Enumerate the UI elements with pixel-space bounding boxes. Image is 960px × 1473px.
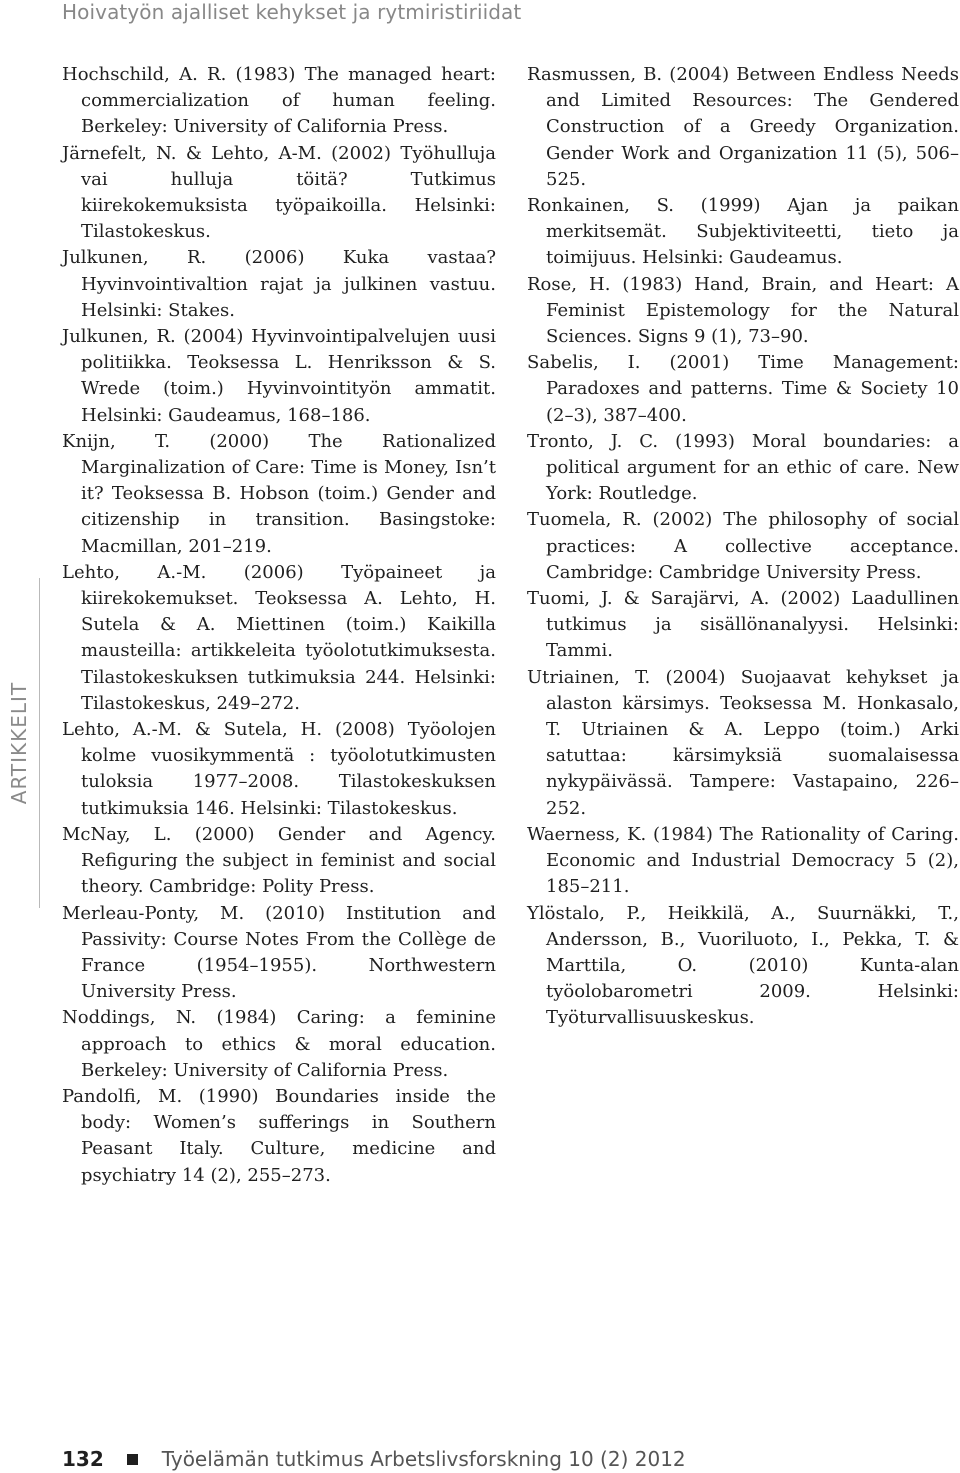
reference-entry: Ylöstalo, P., Heikkilä, A., Suurnäkki, T., Andersson, B., Vuoriluoto, I., Pekka, T. & Marttila, O. (2010) Kunta-alan työolobarometri 2009. Helsinki: Työturvallisuuskeskus.	[527, 902, 959, 1029]
page-footer	[62, 1445, 686, 1473]
section-label: ARTIKKELIT	[7, 681, 31, 805]
journal-title: Työelämän tutkimus Arbetslivsforskning 10 (2) 2012	[161, 1447, 686, 1471]
reference-entry: Rose, H. (1983) Hand, Brain, and Heart: A Feminist Epistemology for the Natural Sciences. Signs 9 (1), 73–90.	[527, 273, 959, 348]
reference-entry: Utriainen, T. (2004) Suojaavat kehykset ja alaston kärsimys. Teoksessa M. Honkasalo, T. Utriainen & A. Leppo (toim.) Arki satuttaa: kärsimyksiä suomalaisessa nykypäivässä. Tampere: Vastapaino, 226–252.	[527, 666, 959, 819]
reference-entry: Merleau-Ponty, M. (2010) Institution and Passivity: Course Notes From the Collège de France (1954–1955). Northwestern University Press.	[62, 902, 496, 1003]
reference-entry: Julkunen, R. (2004) Hyvinvointipalvelujen uusi politiikka. Teoksessa L. Henriksson & S. Wrede (toim.) Hyvinvointityön ammatit. Helsinki: Gaudeamus, 168–186.	[62, 326, 496, 426]
reference-entry: McNay, L. (2000) Gender and Agency. Refiguring the subject in feminist and social theory. Cambridge: Polity Press.	[62, 823, 496, 898]
section-side-tab	[3, 580, 35, 906]
reference-entry: Lehto, A.-M. (2006) Työpaineet ja kiirekokemukset. Teoksessa A. Lehto, H. Sutela & A. Miettinen (toim.) Kaikilla mausteilla: artikkeleita työolotutkimuksesta. Tilastokeskuksen tutkimuksia 244. Helsinki: Tilastokeskus, 249–272.	[62, 561, 496, 714]
square-bullet-icon	[127, 1454, 138, 1465]
reference-entry: Pandolfi, M. (1990) Boundaries inside the body: Women’s sufferings in Southern Peasant Italy. Culture, medicine and psychiatry 14 (2), 255–273.	[62, 1085, 496, 1186]
reference-entry: Tuomi, J. & Sarajärvi, A. (2002) Laadullinen tutkimus ja sisällönanalyysi. Helsinki: Tammi.	[527, 588, 959, 662]
reference-entry: Ronkainen, S. (1999) Ajan ja paikan merkitsemät. Subjektiviteetti, tieto ja toimijuus. Helsinki: Gaudeamus.	[527, 195, 959, 269]
reference-entry: Järnefelt, N. & Lehto, A-M. (2002) Työhulluja vai hulluja töitä? Tutkimus kiirekokemuksista työpaikoilla. Helsinki: Tilastokeskus.	[62, 142, 496, 243]
reference-entry: Rasmussen, B. (2004) Between Endless Needs and Limited Resources: The Gendered Construction of a Greedy Organization. Gender Work and Organization 11 (5), 506–525.	[527, 64, 959, 190]
reference-entry: Lehto, A.-M. & Sutela, H. (2008) Työolojen kolme vuosikymmentä : työolotutkimusten tuloksia 1977–2008. Tilastokeskuksen tutkimuksia 146. Helsinki: Tilastokeskus.	[62, 719, 496, 819]
side-tab-divider	[39, 578, 40, 908]
page-number: 132	[62, 1447, 104, 1471]
references-right-column	[527, 62, 959, 1032]
reference-entry: Knijn, T. (2000) The Rationalized Marginalization of Care: Time is Money, Isn’t it? Teoksessa B. Hobson (toim.) Gender and citizenship in transition. Basingstoke: Macmillan, 201–219.	[62, 430, 496, 557]
reference-entry: Julkunen, R. (2006) Kuka vastaa? Hyvinvointivaltion rajat ja julkinen vastuu. Helsinki: Stakes.	[62, 247, 496, 321]
reference-entry: Hochschild, A. R. (1983) The managed heart: commercialization of human feeling. Berkeley: University of California Press.	[62, 64, 496, 138]
reference-entry: Sabelis, I. (2001) Time Management: Paradoxes and patterns. Time & Society 10 (2–3), 387–400.	[527, 352, 959, 426]
reference-entry: Waerness, K. (1984) The Rationality of Caring. Economic and Industrial Democracy 5 (2), 185–211.	[527, 823, 959, 898]
references-left-column	[62, 62, 496, 1189]
reference-entry: Tronto, J. C. (1993) Moral boundaries: a political argument for an ethic of care. New York: Routledge.	[527, 430, 959, 505]
reference-entry: Noddings, N. (1984) Caring: a feminine approach to ethics & moral education. Berkeley: University of California Press.	[62, 1007, 496, 1081]
reference-entry: Tuomela, R. (2002) The philosophy of social practices: A collective acceptance. Cambridge: Cambridge University Press.	[527, 509, 959, 583]
running-header: Hoivatyön ajalliset kehykset ja rytmiristiriidat	[62, 0, 522, 24]
